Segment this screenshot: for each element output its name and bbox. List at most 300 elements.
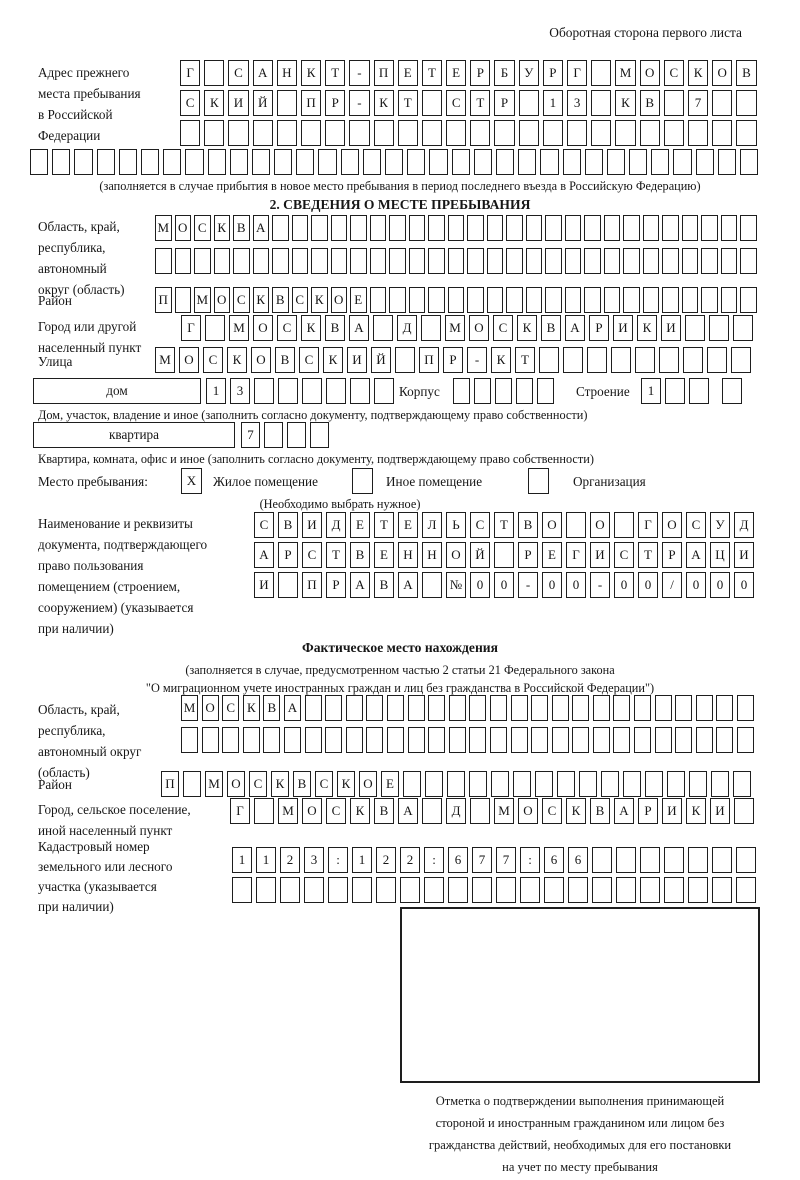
char-cell[interactable]: М [181, 695, 198, 721]
char-cell[interactable] [518, 149, 536, 175]
char-cell[interactable] [655, 727, 672, 753]
char-cell[interactable]: Д [397, 315, 417, 341]
char-cell[interactable] [243, 727, 260, 753]
char-cell[interactable] [557, 771, 575, 797]
char-cell[interactable] [490, 727, 507, 753]
char-cell[interactable]: 3 [304, 847, 324, 873]
char-cell[interactable] [584, 215, 601, 241]
char-cell[interactable] [280, 877, 300, 903]
char-cell[interactable]: 6 [568, 847, 588, 873]
char-cell[interactable] [376, 877, 396, 903]
char-cell[interactable] [469, 695, 486, 721]
char-cell[interactable] [584, 287, 601, 313]
char-cell[interactable]: В [278, 512, 298, 538]
char-cell[interactable] [409, 215, 426, 241]
char-cell[interactable]: О [214, 287, 231, 313]
char-cell[interactable] [664, 847, 684, 873]
char-cell[interactable]: М [205, 771, 223, 797]
char-cell[interactable] [277, 90, 297, 116]
char-cell[interactable] [737, 727, 754, 753]
char-cell[interactable]: В [233, 215, 250, 241]
char-cell[interactable]: О [331, 287, 348, 313]
char-cell[interactable] [592, 877, 612, 903]
char-cell[interactable] [664, 90, 684, 116]
char-cell[interactable] [506, 287, 523, 313]
char-cell[interactable]: А [614, 798, 634, 824]
char-cell[interactable]: - [349, 60, 369, 86]
char-cell[interactable]: Н [277, 60, 297, 86]
char-cell[interactable] [490, 695, 507, 721]
char-cell[interactable]: Р [325, 90, 345, 116]
char-cell[interactable]: В [325, 315, 345, 341]
char-cell[interactable]: / [662, 572, 682, 598]
char-cell[interactable] [552, 727, 569, 753]
char-cell[interactable]: 0 [566, 572, 586, 598]
char-cell[interactable]: С [203, 347, 223, 373]
char-cell[interactable] [183, 771, 201, 797]
char-cell[interactable] [346, 727, 363, 753]
char-cell[interactable]: И [347, 347, 367, 373]
char-cell[interactable]: М [494, 798, 514, 824]
char-cell[interactable] [202, 727, 219, 753]
char-cell[interactable] [389, 287, 406, 313]
char-cell[interactable]: 7 [241, 422, 260, 448]
char-cell[interactable]: С [194, 215, 211, 241]
char-cell[interactable] [740, 215, 757, 241]
char-cell[interactable]: Т [515, 347, 535, 373]
char-cell[interactable] [716, 727, 733, 753]
char-cell[interactable]: С [614, 542, 634, 568]
char-cell[interactable] [496, 149, 514, 175]
char-cell[interactable]: С [233, 287, 250, 313]
char-cell[interactable]: В [272, 287, 289, 313]
char-cell[interactable]: П [302, 572, 322, 598]
char-cell[interactable]: Ь [446, 512, 466, 538]
char-cell[interactable] [734, 798, 754, 824]
char-cell[interactable] [422, 572, 442, 598]
char-cell[interactable]: Р [662, 542, 682, 568]
char-cell[interactable]: С [277, 315, 297, 341]
char-cell[interactable]: К [615, 90, 635, 116]
char-cell[interactable] [214, 248, 231, 274]
char-cell[interactable] [408, 727, 425, 753]
char-cell[interactable]: М [615, 60, 635, 86]
char-cell[interactable]: Д [734, 512, 754, 538]
char-cell[interactable] [519, 90, 539, 116]
char-cell[interactable] [366, 727, 383, 753]
char-cell[interactable]: Й [470, 542, 490, 568]
char-cell[interactable]: С [493, 315, 513, 341]
char-cell[interactable]: 0 [734, 572, 754, 598]
char-cell[interactable]: К [337, 771, 355, 797]
char-cell[interactable]: О [302, 798, 322, 824]
char-cell[interactable] [228, 120, 248, 146]
char-cell[interactable]: И [613, 315, 633, 341]
char-cell[interactable] [487, 287, 504, 313]
char-cell[interactable] [615, 120, 635, 146]
char-cell[interactable]: А [284, 695, 301, 721]
char-cell[interactable] [552, 695, 569, 721]
char-cell[interactable] [428, 695, 445, 721]
char-cell[interactable] [506, 248, 523, 274]
char-cell[interactable] [584, 248, 601, 274]
char-cell[interactable] [733, 315, 753, 341]
char-cell[interactable]: П [301, 90, 321, 116]
char-cell[interactable]: 0 [638, 572, 658, 598]
char-cell[interactable] [736, 847, 756, 873]
char-cell[interactable]: В [350, 542, 370, 568]
char-cell[interactable]: М [155, 347, 175, 373]
char-cell[interactable] [634, 727, 651, 753]
char-cell[interactable]: - [590, 572, 610, 598]
char-cell[interactable] [563, 149, 581, 175]
char-cell[interactable] [740, 287, 757, 313]
char-cell[interactable]: Г [567, 60, 587, 86]
char-cell[interactable] [448, 877, 468, 903]
char-cell[interactable] [222, 727, 239, 753]
char-cell[interactable] [696, 695, 713, 721]
char-cell[interactable] [204, 120, 224, 146]
char-cell[interactable]: Ц [710, 542, 730, 568]
char-cell[interactable] [623, 215, 640, 241]
char-cell[interactable] [613, 695, 630, 721]
char-cell[interactable]: 0 [686, 572, 706, 598]
char-cell[interactable]: К [323, 347, 343, 373]
char-cell[interactable]: О [712, 60, 732, 86]
char-cell[interactable] [544, 877, 564, 903]
char-cell[interactable] [331, 215, 348, 241]
char-cell[interactable]: 0 [710, 572, 730, 598]
char-cell[interactable] [141, 149, 159, 175]
char-cell[interactable] [208, 149, 226, 175]
char-cell[interactable] [305, 695, 322, 721]
char-cell[interactable] [472, 877, 492, 903]
char-cell[interactable] [688, 120, 708, 146]
char-cell[interactable]: 3 [567, 90, 587, 116]
char-cell[interactable] [643, 248, 660, 274]
char-cell[interactable]: К [301, 60, 321, 86]
char-cell[interactable]: В [640, 90, 660, 116]
char-cell[interactable] [737, 695, 754, 721]
char-cell[interactable]: С [315, 771, 333, 797]
char-cell[interactable] [634, 695, 651, 721]
char-cell[interactable] [736, 90, 756, 116]
char-cell[interactable] [254, 378, 274, 404]
char-cell[interactable] [718, 149, 736, 175]
char-cell[interactable] [701, 287, 718, 313]
char-cell[interactable] [731, 347, 751, 373]
char-cell[interactable] [474, 378, 491, 404]
char-cell[interactable]: С [292, 287, 309, 313]
char-cell[interactable]: 2 [280, 847, 300, 873]
char-cell[interactable]: В [541, 315, 561, 341]
char-cell[interactable] [422, 90, 442, 116]
char-cell[interactable] [181, 727, 198, 753]
char-cell[interactable] [467, 248, 484, 274]
char-cell[interactable] [565, 248, 582, 274]
char-cell[interactable] [350, 248, 367, 274]
char-cell[interactable]: И [710, 798, 730, 824]
char-cell[interactable]: И [734, 542, 754, 568]
char-cell[interactable] [74, 149, 92, 175]
char-cell[interactable] [664, 877, 684, 903]
char-cell[interactable]: У [519, 60, 539, 86]
char-cell[interactable]: П [155, 287, 172, 313]
char-cell[interactable]: К [253, 287, 270, 313]
char-cell[interactable]: К [637, 315, 657, 341]
char-cell[interactable] [230, 149, 248, 175]
char-cell[interactable] [567, 120, 587, 146]
char-cell[interactable] [601, 771, 619, 797]
char-cell[interactable] [643, 287, 660, 313]
char-cell[interactable]: С [686, 512, 706, 538]
char-cell[interactable]: С [222, 695, 239, 721]
char-cell[interactable] [328, 877, 348, 903]
char-cell[interactable]: - [349, 90, 369, 116]
char-cell[interactable] [572, 695, 589, 721]
char-cell[interactable]: В [275, 347, 295, 373]
char-cell[interactable] [403, 771, 421, 797]
char-cell[interactable] [733, 771, 751, 797]
char-cell[interactable]: 1 [206, 378, 226, 404]
char-cell[interactable] [254, 798, 274, 824]
char-cell[interactable] [370, 215, 387, 241]
char-cell[interactable]: X [181, 468, 202, 494]
char-cell[interactable]: О [640, 60, 660, 86]
char-cell[interactable] [447, 771, 465, 797]
char-cell[interactable] [526, 287, 543, 313]
char-cell[interactable] [655, 695, 672, 721]
char-cell[interactable] [352, 877, 372, 903]
char-cell[interactable] [495, 378, 512, 404]
char-cell[interactable] [341, 149, 359, 175]
char-cell[interactable]: Д [446, 798, 466, 824]
char-cell[interactable]: Б [494, 60, 514, 86]
char-cell[interactable] [263, 727, 280, 753]
char-cell[interactable]: Й [371, 347, 391, 373]
char-cell[interactable] [284, 727, 301, 753]
char-cell[interactable]: Е [542, 542, 562, 568]
char-cell[interactable]: Г [638, 512, 658, 538]
char-cell[interactable] [387, 695, 404, 721]
char-cell[interactable] [604, 215, 621, 241]
char-cell[interactable] [264, 422, 283, 448]
char-cell[interactable]: : [328, 847, 348, 873]
char-cell[interactable] [272, 215, 289, 241]
char-cell[interactable] [516, 378, 533, 404]
char-cell[interactable] [310, 422, 329, 448]
char-cell[interactable] [453, 378, 470, 404]
char-cell[interactable]: Д [326, 512, 346, 538]
char-cell[interactable] [305, 727, 322, 753]
char-cell[interactable] [175, 248, 192, 274]
char-cell[interactable]: О [518, 798, 538, 824]
char-cell[interactable]: С [664, 60, 684, 86]
char-cell[interactable]: О [469, 315, 489, 341]
char-cell[interactable]: И [661, 315, 681, 341]
char-cell[interactable] [350, 378, 370, 404]
char-cell[interactable] [689, 771, 707, 797]
char-cell[interactable]: Т [326, 542, 346, 568]
char-cell[interactable] [682, 287, 699, 313]
char-cell[interactable] [721, 215, 738, 241]
char-cell[interactable]: : [520, 847, 540, 873]
char-cell[interactable] [526, 215, 543, 241]
char-cell[interactable] [613, 727, 630, 753]
char-cell[interactable] [52, 149, 70, 175]
char-cell[interactable]: К [566, 798, 586, 824]
char-cell[interactable] [623, 287, 640, 313]
char-cell[interactable]: А [398, 572, 418, 598]
char-cell[interactable] [97, 149, 115, 175]
char-cell[interactable] [424, 877, 444, 903]
char-cell[interactable] [446, 120, 466, 146]
char-cell[interactable] [469, 771, 487, 797]
char-cell[interactable] [696, 727, 713, 753]
char-cell[interactable]: Р [518, 542, 538, 568]
char-cell[interactable] [513, 771, 531, 797]
char-cell[interactable] [398, 120, 418, 146]
char-cell[interactable]: А [398, 798, 418, 824]
char-cell[interactable] [494, 120, 514, 146]
char-cell[interactable]: О [179, 347, 199, 373]
char-cell[interactable]: Т [494, 512, 514, 538]
char-cell[interactable] [205, 315, 225, 341]
char-cell[interactable] [452, 149, 470, 175]
char-cell[interactable] [421, 315, 441, 341]
char-cell[interactable]: П [419, 347, 439, 373]
char-cell[interactable] [572, 727, 589, 753]
char-cell[interactable] [204, 60, 224, 86]
char-cell[interactable]: И [662, 798, 682, 824]
char-cell[interactable] [640, 120, 660, 146]
char-cell[interactable] [585, 149, 603, 175]
char-cell[interactable]: В [518, 512, 538, 538]
char-cell[interactable]: Е [350, 287, 367, 313]
char-cell[interactable] [374, 378, 394, 404]
char-cell[interactable]: 6 [448, 847, 468, 873]
char-cell[interactable] [387, 727, 404, 753]
char-cell[interactable]: 0 [614, 572, 634, 598]
char-cell[interactable] [395, 347, 415, 373]
char-cell[interactable] [180, 120, 200, 146]
char-cell[interactable]: С [326, 798, 346, 824]
char-cell[interactable] [429, 149, 447, 175]
char-cell[interactable] [604, 248, 621, 274]
char-cell[interactable] [643, 215, 660, 241]
char-cell[interactable]: М [229, 315, 249, 341]
char-cell[interactable] [611, 347, 631, 373]
char-cell[interactable] [374, 120, 394, 146]
char-cell[interactable] [274, 149, 292, 175]
char-cell[interactable] [301, 120, 321, 146]
char-cell[interactable] [163, 149, 181, 175]
char-cell[interactable]: А [686, 542, 706, 568]
char-cell[interactable] [664, 120, 684, 146]
char-cell[interactable] [685, 315, 705, 341]
char-cell[interactable] [474, 149, 492, 175]
char-cell[interactable] [331, 248, 348, 274]
char-cell[interactable]: 7 [688, 90, 708, 116]
char-cell[interactable]: В [374, 798, 394, 824]
char-cell[interactable] [370, 248, 387, 274]
char-cell[interactable]: С [542, 798, 562, 824]
char-cell[interactable]: О [662, 512, 682, 538]
char-cell[interactable] [662, 287, 679, 313]
char-cell[interactable] [469, 727, 486, 753]
char-cell[interactable] [640, 847, 660, 873]
char-cell[interactable]: И [228, 90, 248, 116]
char-cell[interactable] [696, 149, 714, 175]
char-cell[interactable]: М [278, 798, 298, 824]
char-cell[interactable] [701, 215, 718, 241]
char-cell[interactable] [736, 120, 756, 146]
char-cell[interactable]: С [299, 347, 319, 373]
char-cell[interactable] [194, 248, 211, 274]
char-cell[interactable]: Н [422, 542, 442, 568]
char-cell[interactable] [683, 347, 703, 373]
char-cell[interactable]: Н [398, 542, 418, 568]
char-cell[interactable] [716, 695, 733, 721]
char-cell[interactable] [491, 771, 509, 797]
char-cell[interactable]: О [227, 771, 245, 797]
char-cell[interactable]: К [688, 60, 708, 86]
char-cell[interactable] [591, 60, 611, 86]
char-cell[interactable] [614, 512, 634, 538]
char-cell[interactable] [688, 877, 708, 903]
char-cell[interactable] [579, 771, 597, 797]
char-cell[interactable]: Е [350, 512, 370, 538]
char-cell[interactable] [712, 847, 732, 873]
char-cell[interactable] [470, 798, 490, 824]
char-cell[interactable]: К [227, 347, 247, 373]
char-cell[interactable] [568, 877, 588, 903]
char-cell[interactable] [682, 215, 699, 241]
char-cell[interactable]: С [228, 60, 248, 86]
char-cell[interactable] [448, 215, 465, 241]
char-cell[interactable]: - [467, 347, 487, 373]
char-cell[interactable] [422, 798, 442, 824]
char-cell[interactable] [736, 877, 756, 903]
char-cell[interactable] [487, 248, 504, 274]
char-cell[interactable] [253, 120, 273, 146]
char-cell[interactable]: О [359, 771, 377, 797]
char-cell[interactable]: И [254, 572, 274, 598]
char-cell[interactable] [304, 877, 324, 903]
char-cell[interactable] [511, 727, 528, 753]
char-cell[interactable] [449, 695, 466, 721]
char-cell[interactable] [409, 248, 426, 274]
char-cell[interactable]: У [710, 512, 730, 538]
char-cell[interactable] [721, 287, 738, 313]
char-cell[interactable] [311, 215, 328, 241]
char-cell[interactable] [253, 248, 270, 274]
char-cell[interactable] [325, 727, 342, 753]
char-cell[interactable]: К [301, 315, 321, 341]
char-cell[interactable] [591, 120, 611, 146]
char-cell[interactable]: Т [638, 542, 658, 568]
char-cell[interactable] [277, 120, 297, 146]
char-cell[interactable] [528, 468, 549, 494]
char-cell[interactable]: 0 [542, 572, 562, 598]
char-cell[interactable] [363, 149, 381, 175]
char-cell[interactable] [623, 771, 641, 797]
char-cell[interactable]: 2 [376, 847, 396, 873]
char-cell[interactable] [659, 347, 679, 373]
char-cell[interactable] [539, 347, 559, 373]
char-cell[interactable]: С [446, 90, 466, 116]
char-cell[interactable]: К [271, 771, 289, 797]
